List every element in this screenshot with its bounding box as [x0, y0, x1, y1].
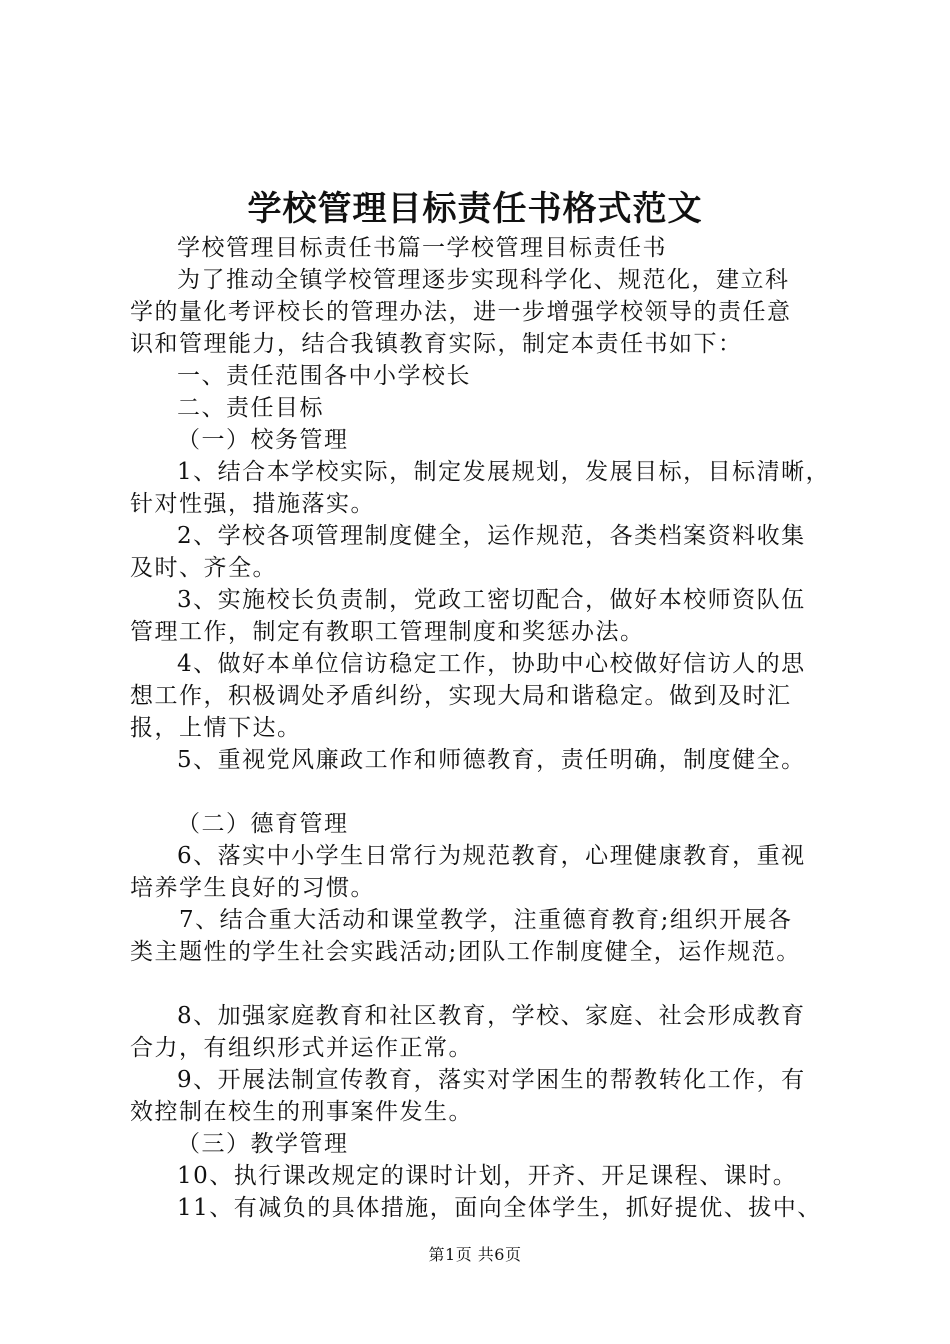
blank-line — [130, 968, 834, 1000]
paragraph-line: 11、有减负的具体措施，面向全体学生，抓好提优、拔中、 — [177, 1195, 822, 1221]
paragraph-line: 针对性强，措施落实。 — [130, 491, 375, 517]
paragraph-line: 管理工作，制定有教职工管理制度和奖惩办法。 — [130, 619, 645, 645]
document-body — [130, 232, 834, 1224]
paragraph-line: 3、实施校长负责制，党政工密切配合，做好本校师资队伍 — [177, 587, 806, 613]
subsection-heading: （二）德育管理 — [177, 811, 349, 837]
paragraph-line: 4、做好本单位信访稳定工作，协助中心校做好信访人的思 — [177, 651, 806, 677]
paragraph-line: 1、结合本学校实际，制定发展规划，发展目标，目标清晰， — [177, 459, 831, 485]
paragraph-line: 学校管理目标责任书篇一学校管理目标责任书 — [177, 235, 667, 261]
section-heading: 一、责任范围各中小学校长 — [177, 363, 471, 389]
paragraph-line: 类主题性的学生社会实践活动;团队工作制度健全，运作规范。 — [130, 939, 801, 965]
paragraph-line: 6、落实中小学生日常行为规范教育，心理健康教育，重视 — [177, 843, 806, 869]
page-footer: 第1页 共6页 — [428, 1245, 522, 1264]
paragraph-line: 7、结合重大活动和课堂教学，注重德育教育;组织开展各 — [179, 907, 793, 933]
section-heading: 二、责任目标 — [177, 395, 324, 421]
paragraph-line: 学的量化考评校长的管理办法，进一步增强学校领导的责任意 — [130, 299, 792, 325]
paragraph-line: 想工作，积极调处矛盾纠纷，实现大局和谐稳定。做到及时汇 — [130, 683, 792, 709]
subsection-heading: （三）教学管理 — [177, 1131, 349, 1157]
paragraph-line: 2、学校各项管理制度健全，运作规范，各类档案资料收集 — [177, 523, 806, 549]
subsection-heading: （一）校务管理 — [177, 427, 349, 453]
paragraph-line: 8、加强家庭教育和社区教育，学校、家庭、社会形成教育 — [177, 1003, 806, 1029]
paragraph-line: 效控制在校生的刑事案件发生。 — [130, 1099, 473, 1125]
blank-line — [130, 776, 834, 808]
paragraph-line: 为了推动全镇学校管理逐步实现科学化、规范化，建立科 — [177, 267, 790, 293]
paragraph-line: 9、开展法制宣传教育，落实对学困生的帮教转化工作，有 — [177, 1067, 806, 1093]
paragraph-line: 识和管理能力，结合我镇教育实际，制定本责任书如下： — [130, 331, 743, 357]
paragraph-line: 报，上情下达。 — [130, 715, 302, 741]
paragraph-line: 及时、齐全。 — [130, 555, 277, 581]
paragraph-line: 培养学生良好的习惯。 — [130, 875, 375, 901]
document-title: 学校管理目标责任书格式范文 — [247, 189, 703, 229]
paragraph-line: 10、执行课改规定的课时计划，开齐、开足课程、课时。 — [177, 1163, 798, 1189]
paragraph-line: 合力，有组织形式并运作正常。 — [130, 1035, 473, 1061]
paragraph-line: 5、重视党风廉政工作和师德教育，责任明确，制度健全。 — [177, 747, 806, 773]
